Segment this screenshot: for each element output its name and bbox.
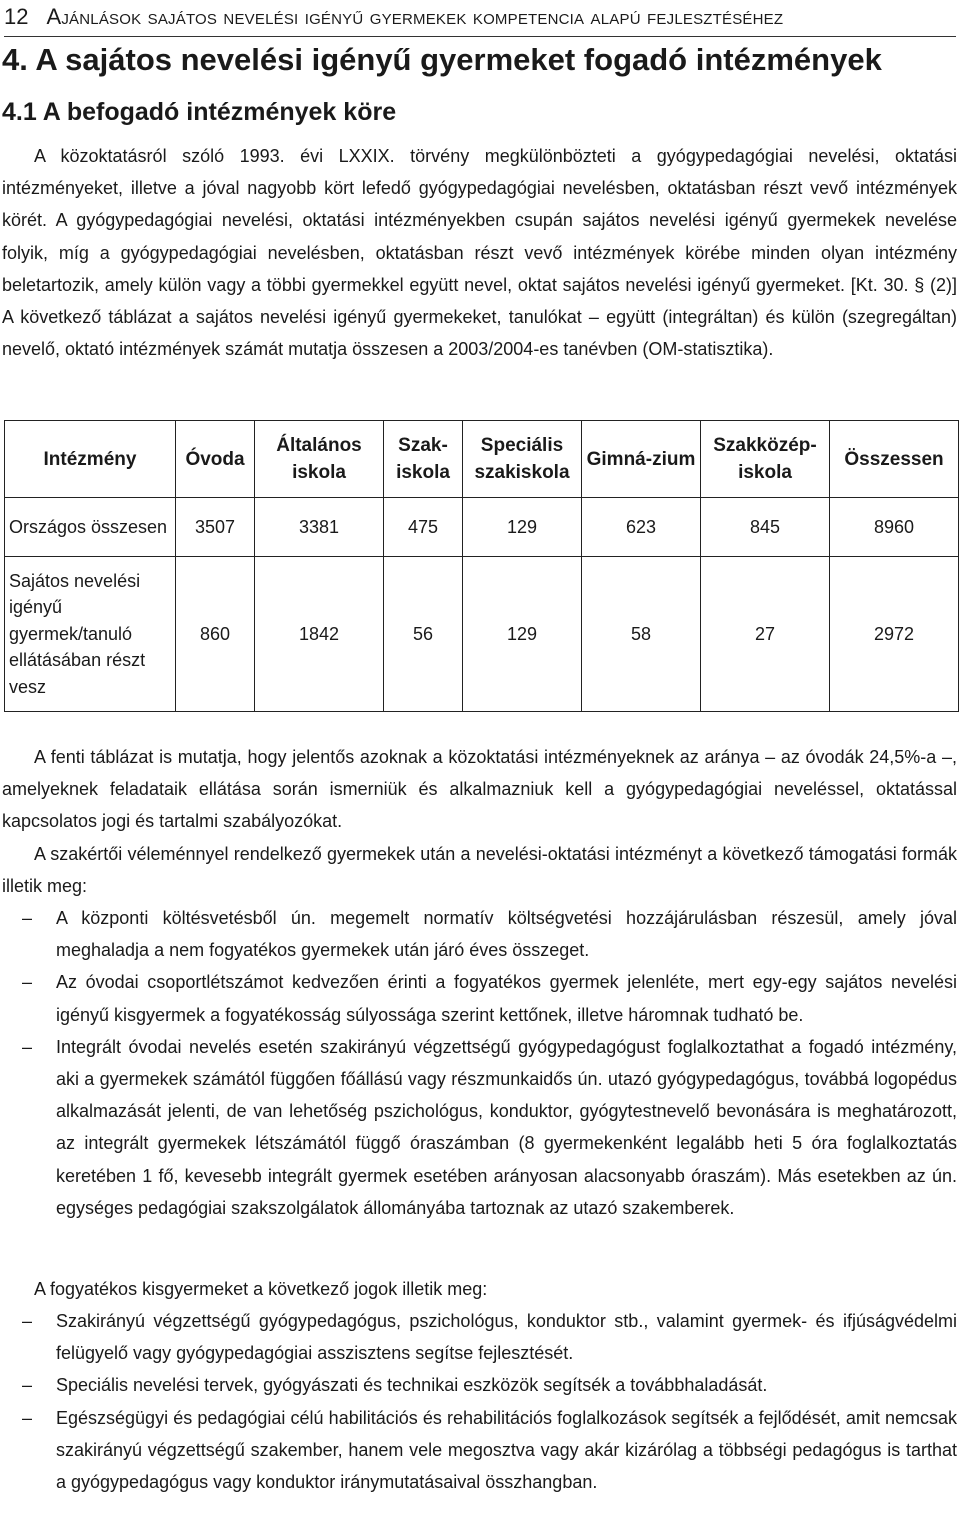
list-item: [2, 1031, 957, 1224]
table-header-cell: Intézmény: [5, 421, 176, 498]
table-cell: 58: [582, 557, 701, 712]
list-item-text: Szakirányú végzettségű gyógypedagógus, pszichológus, konduktor stb., valamint gyermek- és ifjúságvédelmi felügyelő vagy gyógypedagógiai asszisztens segítse fejlesztését.: [56, 1311, 957, 1364]
table-cell: 623: [582, 498, 701, 557]
institutions-table: [4, 420, 959, 712]
table-row: [5, 557, 959, 712]
running-header: [4, 2, 956, 37]
row-label: Országos összesen: [5, 498, 176, 557]
list-item: [2, 966, 957, 1030]
rights-list: [2, 1305, 957, 1498]
table-header-cell: Speciális szakiskola: [463, 421, 582, 498]
list-item-text: A központi költésvetésből ún. megemelt normatív költségvetési hozzájárulásban részesül, amely jóval meghaladja a nem fogyatékos gyermekek után járó éves összeget.: [56, 908, 957, 961]
list-item: [2, 1402, 957, 1499]
list-item: [2, 902, 957, 966]
list-item-text: Speciális nevelési tervek, gyógyászati és technikai eszközök segítsék a továbbhaladását.: [56, 1375, 768, 1396]
table-header-cell: Óvoda: [176, 421, 255, 498]
table-cell: 3381: [255, 498, 384, 557]
list-dash: –: [22, 1036, 33, 1057]
page-number: 12: [4, 4, 29, 29]
table-cell: 27: [701, 557, 830, 712]
table-cell: 8960: [830, 498, 959, 557]
chapter-title: 4. A sajátos nevelési igényű gyermeket fogadó intézmények: [2, 42, 882, 77]
row-label: Sajátos nevelési igényű gyermek/tanuló ellátásában részt vesz: [5, 557, 176, 712]
paragraph-support-intro: A szakértői véleménnyel rendelkező gyermekek után a nevelési-oktatási intézményt a következő támogatási formák illetik meg:: [2, 844, 957, 897]
table-cell: 3507: [176, 498, 255, 557]
table-cell: 56: [384, 557, 463, 712]
table-cell: 129: [463, 557, 582, 712]
table-header-cell: Összessen: [830, 421, 959, 498]
section-title: 4.1 A befogadó intézmények köre: [2, 98, 397, 126]
table-cell: 1842: [255, 557, 384, 712]
list-dash: –: [22, 1407, 33, 1428]
table-cell: 129: [463, 498, 582, 557]
table-header-cell: Általános iskola: [255, 421, 384, 498]
table-header-row: [5, 421, 959, 498]
table-header-cell: Szakközép-iskola: [701, 421, 830, 498]
list-item: [2, 1305, 957, 1369]
table-cell: 860: [176, 557, 255, 712]
list-item-text: Egészségügyi és pedagógiai célú habilitációs és rehabilitációs foglalkozások segítsék a fejlődését, amit nemcsak szakirányú végzettségű szakember, hanem vele megosztva vagy akár kizárólag a többségi pedagógus is tarthat a gyógypedagógus vagy konduktor iránymutatásaival összhangban.: [56, 1407, 957, 1493]
list-item-text: Az óvodai csoportlétszámot kedvezően érinti a fogyatékos gyermek jelenléte, mert egy-egy sajátos nevelési igényű kisgyermek a fogyatékosság súlyossága szerint kettőnek, illetve háromnak tudható be.: [56, 972, 957, 1025]
table-cell: 2972: [830, 557, 959, 712]
table-cell: 845: [701, 498, 830, 557]
list-item-text: Integrált óvodai nevelés esetén szakirányú végzettségű gyógypedagógust foglalkoztathat a fogadó intézmény, aki a gyermekek számától függően főállású vagy részmunkaidős ún. utazó gyógypedagógus, továbbá logopédus alkalmazását jelenti, de van lehetőség pszichológus, konduktor, gyógytestnevelő bevonására is meghatározott, az integrált gyermekek létszámától függő óraszámban (8 gyermekenként legalább heti 5 óra foglalkoztatás keretében 1 fő, kevesebb integrált gyermek esetében arányosan alacsonyabb óraszám). Más esetekben az ún. egységes pedagógiai szakszolgálatok állományába tartoznak az utazó szakemberek.: [56, 1036, 957, 1218]
paragraph-intro: A közoktatásról szóló 1993. évi LXXIX. törvény megkülönbözteti a gyógypedagógiai nevelési, oktatási intézményeket, illetve a jóval nagyobb kört lefedő gyógypedagógiai nevelésben, oktatásban részt vevő intézmények körét. A gyógypedagógiai nevelési, oktatási intézményekben csupán sajátos nevelési igényű gyermekek nevelése folyik, míg a gyógypedagógiai nevelésben, oktatásban részt vevő intézmények körébe minden olyan intézmény beletartozik, amely külön vagy a többi gyermekkel együtt nevel, oktat sajátos nevelési igényű gyermeket. [Kt. 30. § (2)] A következő táblázat a sajátos nevelési igényű gyermekeket, tanulókat – együtt (integráltan) és külön (szegregáltan) nevelő, oktató intézmények számát mutatja összesen a 2003/2004-es tanévben (OM-statisztika).: [2, 146, 957, 360]
paragraph-table-summary: A fenti táblázat is mutatja, hogy jelentős azoknak a közoktatási intézményeknek az aránya – az óvodák 24,5%-a –, amelyeknek feladataik ellátása során ismerniük és alkalmazniuk kell a gyógypedagógiai neveléssel, oktatással kapcsolatos jogi és tartalmi szabályozókat.: [2, 747, 957, 832]
running-title: Ajánlások sajátos nevelési igényű gyermekek kompetencia alapú fejlesztéséhez: [46, 4, 784, 29]
paragraph-rights-intro: A fogyatékos kisgyermeket a következő jogok illetik meg:: [34, 1279, 488, 1299]
list-dash: –: [22, 908, 33, 928]
table-cell: 475: [384, 498, 463, 557]
list-dash: –: [22, 1375, 33, 1396]
list-dash: –: [22, 972, 33, 993]
table-header-cell: Szak-iskola: [384, 421, 463, 498]
table-header-cell: Gimná-zium: [582, 421, 701, 498]
list-item: [2, 1369, 957, 1401]
table-row: [5, 498, 959, 557]
support-forms-list: [2, 902, 957, 1224]
list-dash: –: [22, 1311, 33, 1331]
